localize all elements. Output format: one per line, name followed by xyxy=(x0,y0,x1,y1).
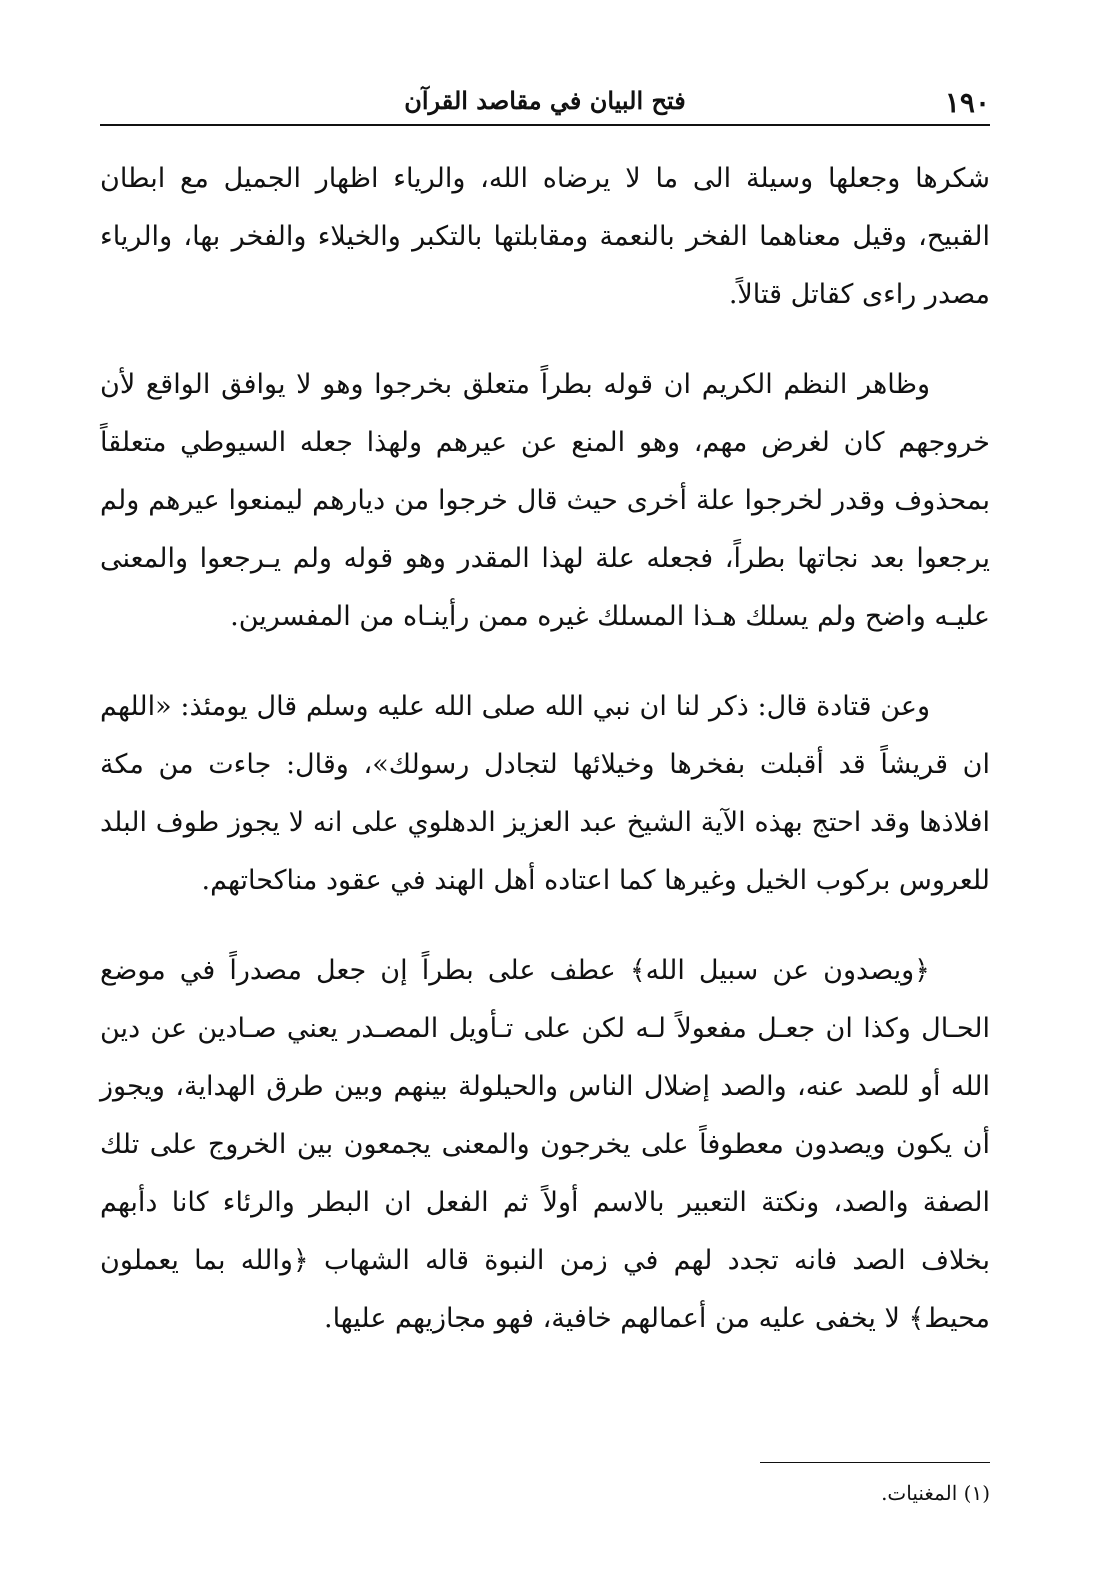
footnote: (١) المغنيات. xyxy=(881,1481,990,1505)
page-number: ١٩٠ xyxy=(944,86,990,119)
paragraph-1: شكرها وجعلها وسيلة الى ما لا يرضاه الله، والرياء اظهار الجميل مع ابطان القبيح، وقيل معناهما الفخر بالنعمة ومقابلتها بالتكبر والخيلاء والفخر بها، والرياء مصدر راءى كقاتل قتالاً. xyxy=(100,163,990,310)
footnote-rule xyxy=(760,1462,990,1463)
page-header xyxy=(100,84,990,124)
paragraph-3: وعن قتادة قال: ذكر لنا ان نبي الله صلى الله عليه وسلم قال يومئذ: «اللهم ان قريشاً قد أقبلت بفخرها وخيلائها لتجادل رسولك»، وقال: جاءت من مكة افلاذها وقد احتج بهذه الآية الشيخ عبد العزيز الدهلوي على انه لا يجوز طوف البلد للعروس بركوب الخيل وغيرها كما اعتاده أهل الهند في عقود مناكحاتهم. xyxy=(100,691,990,896)
paragraph-gap xyxy=(100,910,990,942)
header-rule xyxy=(100,124,990,126)
paragraph-gap xyxy=(100,646,990,678)
paragraph-4: ﴿ويصدون عن سبيل الله﴾ عطف على بطراً إن جعل مصدراً في موضع الحـال وكذا ان جعـل مفعولاً لـه لكن على تـأويل المصـدر يعني صـادين عن دين الله أو للصد عنه، والصد إضلال الناس والحيلولة بينهم وبين طرق الهداية، ويجوز أن يكون ويصدون معطوفاً على يخرجون والمعنى يجمعون بين الخروج على تلك الصفة والصد، ونكتة التعبير بالاسم أولاً ثم الفعل ان البطر والرئاء كانا دأبهم بخلاف الصد فانه تجدد لهم في زمن النبوة قاله الشهاب ﴿والله بما يعملون محيط﴾ لا يخفى عليه من أعمالهم خافية، فهو مجازيهم عليها. xyxy=(100,955,990,1334)
body-text xyxy=(100,150,990,1348)
paragraph-2: وظاهر النظم الكريم ان قوله بطراً متعلق بخرجوا وهو لا يوافق الواقع لأن خروجهم كان لغرض مهم، وهو المنع عن عيرهم ولهذا جعله السيوطي متعلقاً بمحذوف وقدر لخرجوا علة أخرى حيث قال خرجوا من ديارهم ليمنعوا عيرهم ولم يرجعوا بعد نجاتها بطراً، فجعله علة لهذا المقدر وهو قوله ولم يـرجعوا والمعنى عليـه واضح ولم يسلك هـذا المسلك غيره ممن رأينـاه من المفسرين. xyxy=(100,369,990,632)
running-title: فتح البيان في مقاصد القرآن xyxy=(404,86,686,115)
paragraph-gap xyxy=(100,324,990,356)
